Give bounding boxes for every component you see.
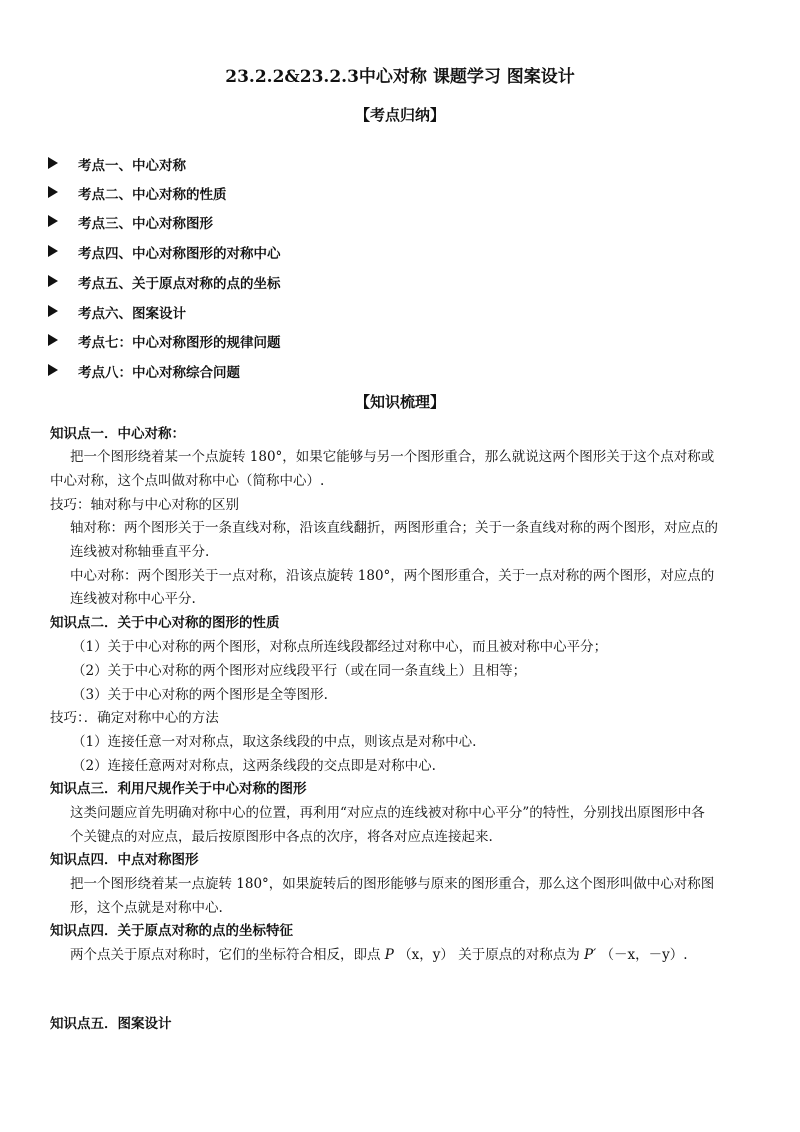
- k5-heading: 知识点五．图案设计: [50, 1016, 172, 1032]
- point-p-symbol: P: [384, 947, 394, 963]
- k2-heading: 知识点二．关于中心对称的图形的性质: [50, 615, 280, 631]
- k1-axis-line1: 轴对称：两个图形关于一条直线对称，沿该直线翻折，两图形重合；关于一条直线对称的两个图形，对应点的: [70, 520, 718, 536]
- arrow-bullet-icon: [48, 305, 58, 317]
- arrow-bullet-icon: [48, 186, 58, 198]
- k4b-coord2: （－x，－y）.: [600, 947, 688, 963]
- k1-tip: 技巧：轴对称与中心对称的区别: [50, 497, 239, 513]
- arrow-bullet-icon: [48, 245, 58, 257]
- k2-prop1: （1）关于中心对称的两个图形，对称点所连线段都经过对称中心，而且被对称中心平分；: [72, 639, 608, 655]
- kaodian-label: 考点八：中心对称综合问题: [78, 365, 240, 381]
- k3-line2: 个关键点的对应点，最后按原图形中各点的次序，将各对应点连接起来.: [70, 829, 493, 845]
- kaodian-label: 考点七：中心对称图形的规律问题: [78, 335, 281, 351]
- k2-tip2: （2）连接任意两对对称点，这两条线段的交点即是对称中心.: [72, 758, 436, 774]
- page-title: 23.2.2&23.2.3中心对称 课题学习 图案设计: [225, 67, 575, 87]
- k4-line2: 形，这个点就是对称中心.: [70, 900, 223, 916]
- arrow-bullet-icon: [48, 157, 58, 169]
- k1-line2: 中心对称，这个点叫做对称中心（简称中心）.: [50, 473, 325, 489]
- k4-heading: 知识点四．中点对称图形: [50, 852, 199, 868]
- arrow-bullet-icon: [48, 334, 58, 346]
- zhishi-section-header: 【知识梳理】: [354, 393, 445, 411]
- k3-heading: 知识点三．利用尺规作关于中心对称的图形: [50, 781, 307, 797]
- arrow-bullet-icon: [48, 364, 58, 376]
- kaodian-label: 考点二、中心对称的性质: [78, 187, 227, 203]
- k4b-line: [70, 943, 688, 963]
- k4-line1: 把一个图形绕着某一点旋转 180°，如果旋转后的图形能够与原来的图形重合，那么这个图形叫做中心对称图: [70, 876, 715, 892]
- point-p-prime-symbol: P′: [584, 947, 597, 963]
- kaodian-section-header: 【考点归纳】: [354, 106, 445, 124]
- k1-line1: 把一个图形绕着某一个点旋转 180°，如果它能够与另一个图形重合，那么就说这两个图形关于这个点对称或: [70, 449, 715, 465]
- kaodian-label: 考点六、图案设计: [78, 306, 186, 322]
- k2-prop2: （2）关于中心对称的两个图形对应线段平行（或在同一条直线上）且相等；: [72, 663, 527, 679]
- k4b-coord1: （x，y）: [398, 947, 454, 963]
- k1-axis-line2: 连线被对称轴垂直平分.: [70, 544, 210, 560]
- kaodian-label: 考点五、关于原点对称的点的坐标: [78, 276, 281, 292]
- k4b-heading: 知识点四．关于原点对称的点的坐标特征: [50, 923, 293, 939]
- arrow-bullet-icon: [48, 275, 58, 287]
- k4b-pre-text: 两个点关于原点对称时，它们的坐标符合相反，即点: [70, 947, 381, 963]
- k1-center-line2: 连线被对称中心平分.: [70, 591, 196, 607]
- kaodian-label: 考点四、中心对称图形的对称中心: [78, 246, 281, 262]
- k3-line1: 这类问题应首先明确对称中心的位置，再利用“对应点的连线被对称中心平分”的特性，分别找出原图形中各: [70, 805, 705, 821]
- kaodian-label: 考点三、中心对称图形: [78, 216, 213, 232]
- k4b-mid-text: 关于原点的对称点为: [458, 947, 580, 963]
- k2-tip: 技巧：．确定对称中心的方法: [50, 710, 219, 726]
- arrow-bullet-icon: [48, 215, 58, 227]
- k2-tip1: （1）连接任意一对对称点，取这条线段的中点，则该点是对称中心.: [72, 734, 477, 750]
- k1-center-line1: 中心对称：两个图形关于一点对称，沿该点旋转 180°，两个图形重合，关于一点对称的两个图形，对应点的: [70, 568, 715, 584]
- k1-heading: 知识点一．中心对称：: [50, 426, 185, 442]
- k2-prop3: （3）关于中心对称的两个图形是全等图形.: [72, 687, 328, 703]
- kaodian-label: 考点一、中心对称: [78, 158, 186, 174]
